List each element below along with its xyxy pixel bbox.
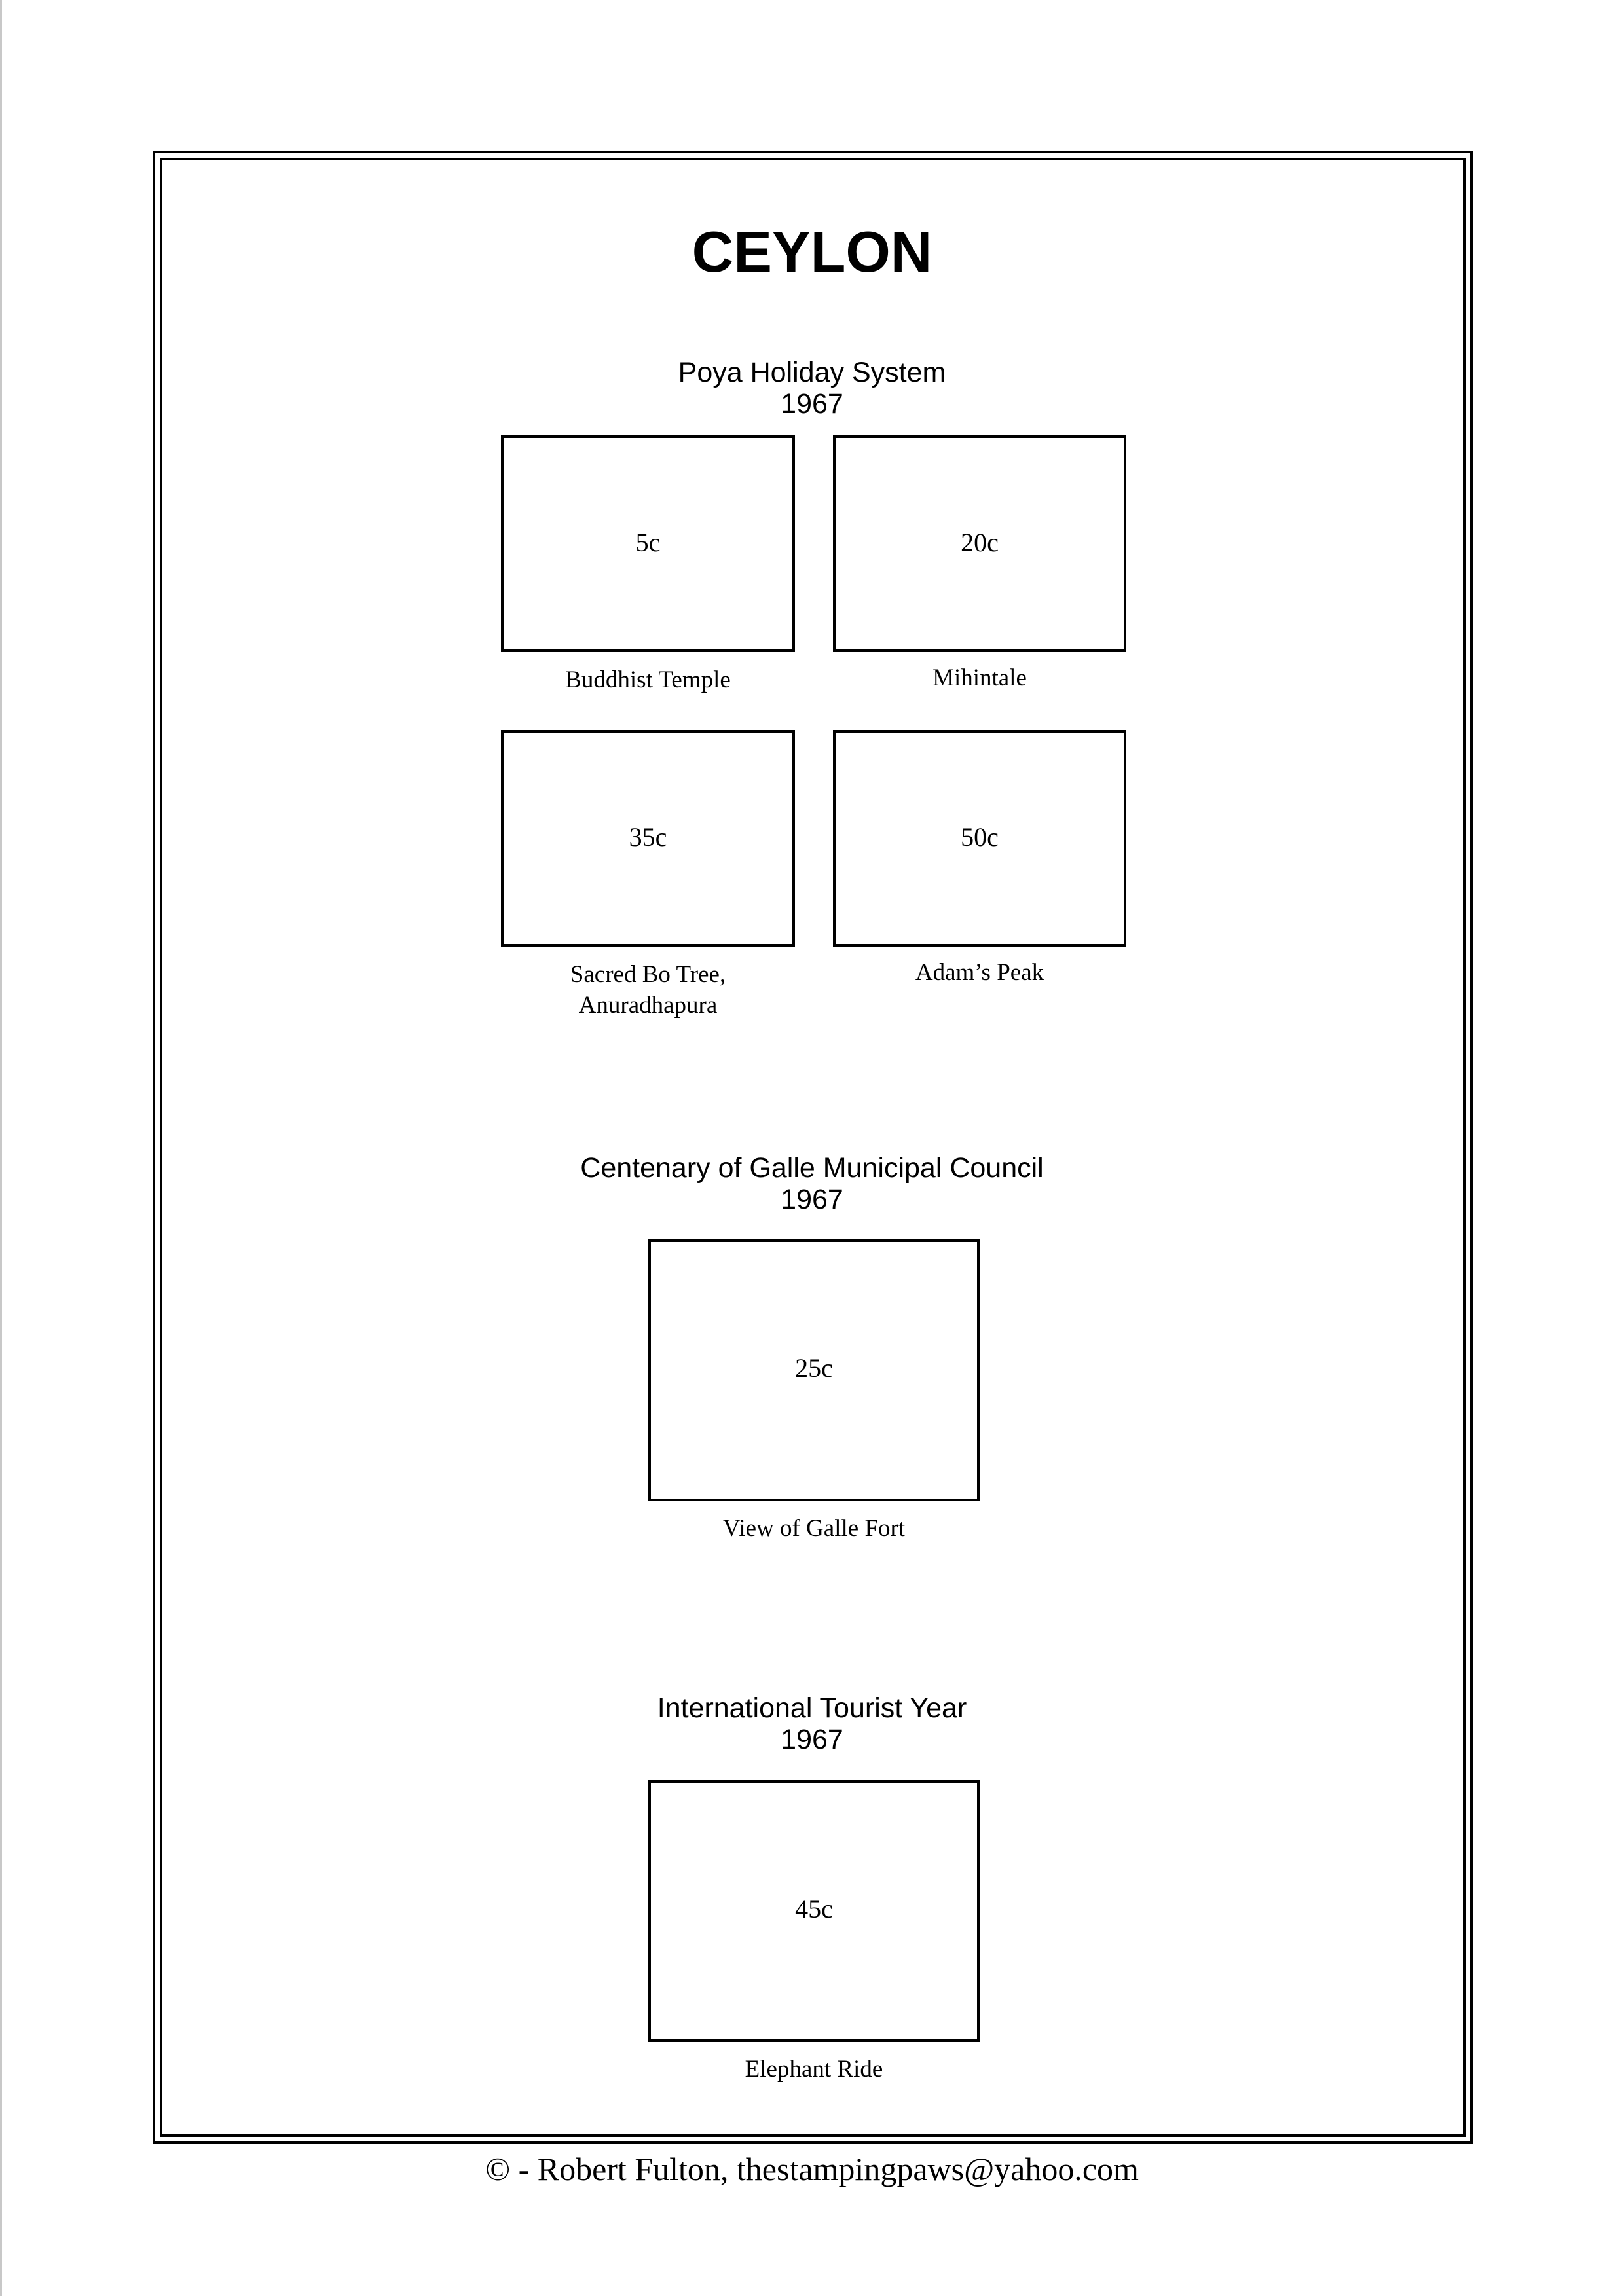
stamp-caption: View of Galle Fort (722, 1515, 906, 1542)
stamp-value: 50c (961, 822, 999, 852)
stamp-caption: Elephant Ride (745, 2056, 883, 2083)
page-title: CEYLON (692, 219, 932, 284)
stamp-caption: Sacred Bo Tree, (570, 961, 726, 988)
set-year-poya: 1967 (781, 388, 843, 420)
stamp-value: 35c (629, 822, 667, 852)
set-year-galle: 1967 (781, 1184, 843, 1215)
stamp-caption: Buddhist Temple (565, 666, 731, 693)
set-title-tourist: International Tourist Year (657, 1692, 967, 1724)
stamp-caption: Adam’s Peak (915, 959, 1044, 986)
stamp-value: 5c (635, 528, 661, 557)
stamp-value: 25c (795, 1353, 833, 1383)
stamp-box-25c (648, 1239, 980, 1501)
copyright-footer: © - Robert Fulton, thestampingpaws@yahoo.com (485, 2151, 1139, 2187)
stamp-value: 45c (795, 1894, 833, 1923)
stamp-caption-line2: Anuradhapura (578, 992, 718, 1019)
set-year-tourist: 1967 (781, 1724, 843, 1755)
stamp-box-5c (501, 435, 795, 652)
stamp-box-45c (648, 1780, 980, 2042)
stamp-box-50c (833, 730, 1126, 947)
stamp-box-35c (501, 730, 795, 947)
stamp-value: 20c (961, 528, 999, 557)
stamp-box-20c (833, 435, 1126, 652)
page-left-edge (0, 0, 2, 2296)
set-title-galle: Centenary of Galle Municipal Council (580, 1152, 1044, 1184)
stamp-caption: Mihintale (932, 665, 1027, 691)
set-title-poya: Poya Holiday System (678, 357, 946, 388)
